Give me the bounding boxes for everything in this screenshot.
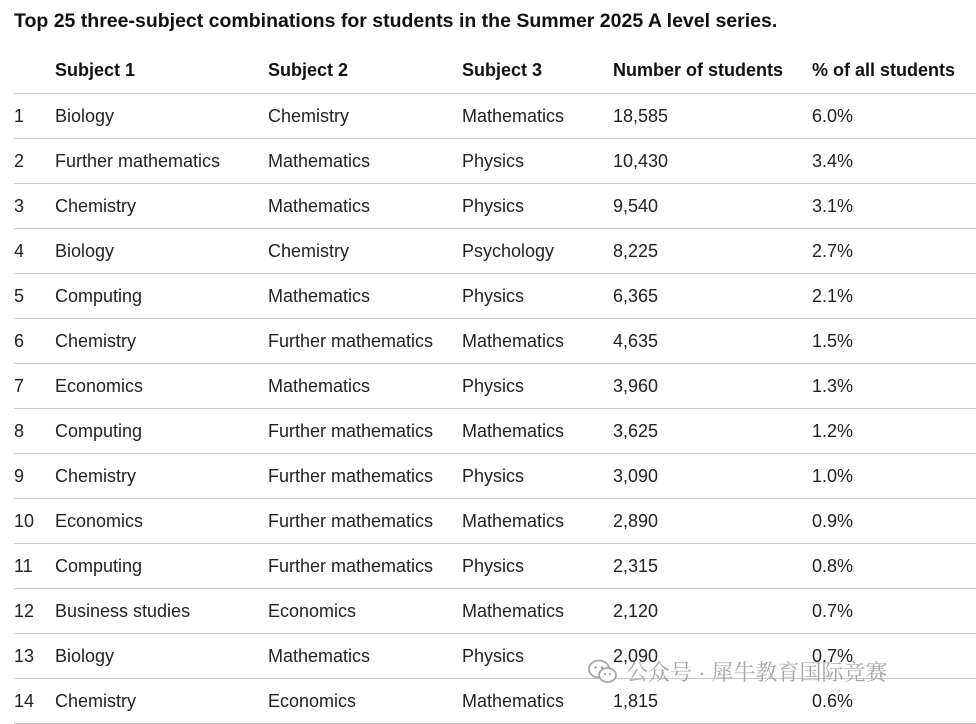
- subject-2-cell: Mathematics: [268, 274, 462, 319]
- subject-3-cell: Physics: [462, 184, 613, 229]
- rank-cell: 10: [14, 499, 55, 544]
- subject-3-cell: Physics: [462, 454, 613, 499]
- subject-1-cell: Computing: [55, 274, 268, 319]
- header-row: [14, 48, 976, 94]
- subject-1-cell: Economics: [55, 364, 268, 409]
- percent-cell: 0.6%: [812, 679, 976, 724]
- students-cell: 3,960: [613, 364, 812, 409]
- subject-1-cell: Economics: [55, 499, 268, 544]
- subject-3-cell: Mathematics: [462, 679, 613, 724]
- subject-3-cell: Psychology: [462, 229, 613, 274]
- subject-3-cell: Physics: [462, 364, 613, 409]
- subject-1-cell: Business studies: [55, 589, 268, 634]
- column-header-rank: [14, 48, 55, 94]
- table-row: [14, 679, 976, 724]
- subject-2-cell: Further mathematics: [268, 499, 462, 544]
- table-row: [14, 409, 976, 454]
- subject-2-cell: Mathematics: [268, 364, 462, 409]
- table-caption: Top 25 three-subject combinations for students in the Summer 2025 A level series.: [14, 10, 778, 32]
- percent-cell: 1.5%: [812, 319, 976, 364]
- rank-cell: 3: [14, 184, 55, 229]
- percent-cell: 0.7%: [812, 589, 976, 634]
- percent-cell: 0.7%: [812, 634, 976, 679]
- percent-cell: 3.1%: [812, 184, 976, 229]
- table-row: [14, 454, 976, 499]
- rank-cell: 9: [14, 454, 55, 499]
- table-row: [14, 94, 976, 139]
- students-cell: 6,365: [613, 274, 812, 319]
- subject-3-cell: Mathematics: [462, 94, 613, 139]
- students-cell: 1,815: [613, 679, 812, 724]
- subject-1-cell: Chemistry: [55, 454, 268, 499]
- column-header-percent-of-students: % of all students: [812, 48, 976, 94]
- subject-1-cell: Computing: [55, 544, 268, 589]
- column-header-subject-2: Subject 2: [268, 48, 462, 94]
- subject-2-cell: Mathematics: [268, 184, 462, 229]
- students-cell: 10,430: [613, 139, 812, 184]
- students-cell: 3,090: [613, 454, 812, 499]
- percent-cell: 0.8%: [812, 544, 976, 589]
- subject-3-cell: Physics: [462, 139, 613, 184]
- table-row: [14, 589, 976, 634]
- subject-1-cell: Biology: [55, 229, 268, 274]
- students-cell: 2,890: [613, 499, 812, 544]
- subject-3-cell: Physics: [462, 634, 613, 679]
- students-cell: 2,090: [613, 634, 812, 679]
- percent-cell: 1.3%: [812, 364, 976, 409]
- subject-2-cell: Economics: [268, 589, 462, 634]
- table-row: [14, 274, 976, 319]
- subject-3-cell: Mathematics: [462, 589, 613, 634]
- subject-2-cell: Further mathematics: [268, 319, 462, 364]
- subject-1-cell: Computing: [55, 409, 268, 454]
- subject-1-cell: Biology: [55, 634, 268, 679]
- rank-cell: 12: [14, 589, 55, 634]
- students-cell: 2,315: [613, 544, 812, 589]
- percent-cell: 2.1%: [812, 274, 976, 319]
- subject-2-cell: Economics: [268, 679, 462, 724]
- subject-3-cell: Mathematics: [462, 319, 613, 364]
- rank-cell: 8: [14, 409, 55, 454]
- column-header-subject-1: Subject 1: [55, 48, 268, 94]
- column-header-number-of-students: Number of students: [613, 48, 812, 94]
- column-header-subject-3: Subject 3: [462, 48, 613, 94]
- students-cell: 2,120: [613, 589, 812, 634]
- rank-cell: 6: [14, 319, 55, 364]
- percent-cell: 1.0%: [812, 454, 976, 499]
- subject-2-cell: Chemistry: [268, 94, 462, 139]
- table-row: [14, 499, 976, 544]
- rank-cell: 14: [14, 679, 55, 724]
- table-row: [14, 364, 976, 409]
- rank-cell: 1: [14, 94, 55, 139]
- students-cell: 4,635: [613, 319, 812, 364]
- subject-3-cell: Physics: [462, 544, 613, 589]
- students-cell: 3,625: [613, 409, 812, 454]
- rank-cell: 5: [14, 274, 55, 319]
- students-cell: 18,585: [613, 94, 812, 139]
- subject-3-cell: Mathematics: [462, 499, 613, 544]
- table-row: [14, 184, 976, 229]
- subject-2-cell: Chemistry: [268, 229, 462, 274]
- rank-cell: 11: [14, 544, 55, 589]
- subject-1-cell: Further mathematics: [55, 139, 268, 184]
- watermark-text: 公众号 · 犀牛教育国际竞赛: [626, 660, 888, 685]
- subject-2-cell: Mathematics: [268, 139, 462, 184]
- table-row: [14, 229, 976, 274]
- subject-1-cell: Biology: [55, 94, 268, 139]
- subject-2-cell: Mathematics: [268, 634, 462, 679]
- percent-cell: 2.7%: [812, 229, 976, 274]
- subject-3-cell: Physics: [462, 274, 613, 319]
- rank-cell: 7: [14, 364, 55, 409]
- subject-2-cell: Further mathematics: [268, 409, 462, 454]
- table-row: [14, 139, 976, 184]
- subject-3-cell: Mathematics: [462, 409, 613, 454]
- subject-1-cell: Chemistry: [55, 184, 268, 229]
- percent-cell: 0.9%: [812, 499, 976, 544]
- subject-combinations-table: [14, 48, 976, 724]
- students-cell: 8,225: [613, 229, 812, 274]
- subject-1-cell: Chemistry: [55, 679, 268, 724]
- rank-cell: 2: [14, 139, 55, 184]
- subject-2-cell: Further mathematics: [268, 454, 462, 499]
- rank-cell: 4: [14, 229, 55, 274]
- table-row: [14, 634, 976, 679]
- table-row: [14, 544, 976, 589]
- subject-2-cell: Further mathematics: [268, 544, 462, 589]
- students-cell: 9,540: [613, 184, 812, 229]
- percent-cell: 6.0%: [812, 94, 976, 139]
- rank-cell: 13: [14, 634, 55, 679]
- percent-cell: 1.2%: [812, 409, 976, 454]
- subject-1-cell: Chemistry: [55, 319, 268, 364]
- table-row: [14, 319, 976, 364]
- percent-cell: 3.4%: [812, 139, 976, 184]
